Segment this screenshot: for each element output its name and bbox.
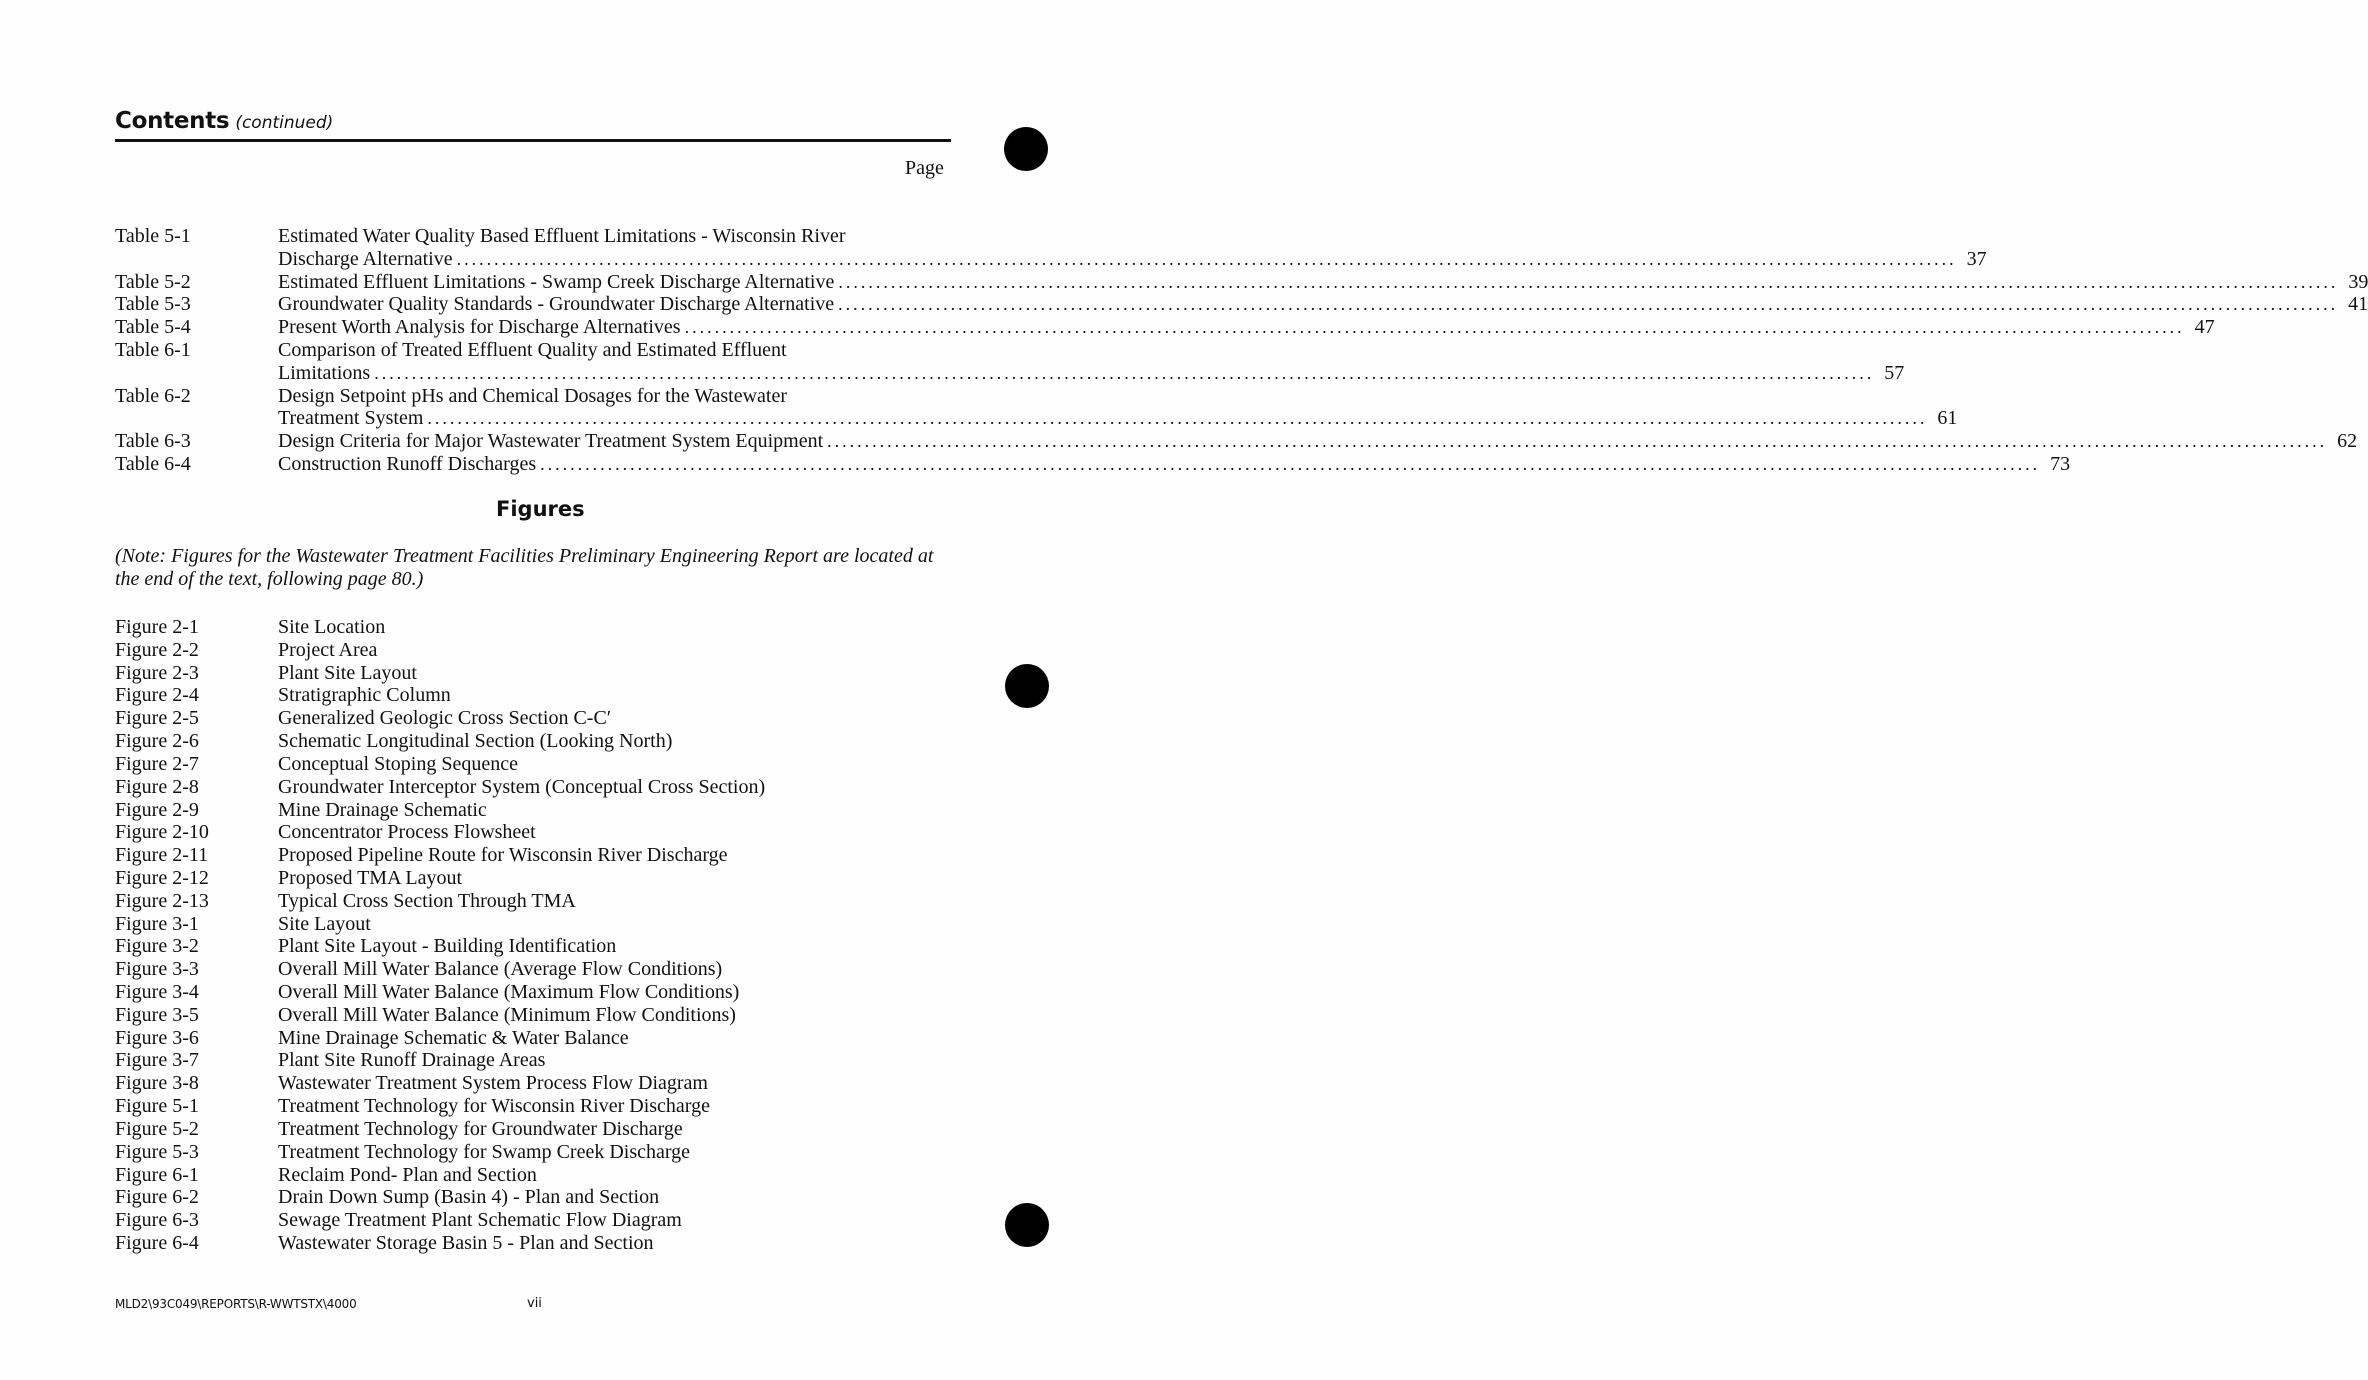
figure-number: Figure 5-2 [115, 1117, 199, 1140]
footer-file-path: MLD2\93C049\REPORTS\R-WWTSTX\4000 [115, 1297, 357, 1311]
figure-title: Plant Site Layout - Building Identification [278, 935, 617, 958]
table-number: Table 6-3 [115, 430, 191, 453]
table-title-line: Design Setpoint pHs and Chemical Dosages for the Wastewater [278, 384, 788, 407]
table-entry [115, 384, 1958, 431]
figure-title: Drain Down Sump (Basin 4) - Plan and Section [278, 1186, 660, 1209]
figure-number: Figure 2-11 [115, 844, 209, 867]
figure-number: Figure 2-6 [115, 730, 199, 753]
figure-entry [115, 730, 951, 753]
dot-leader: ........................................................................................................................................................................................................ [838, 294, 2339, 315]
figure-title: Sewage Treatment Plant Schematic Flow Diagram [278, 1209, 682, 1232]
figure-entry [115, 662, 951, 685]
table-title-line: Comparison of Treated Effluent Quality and Estimated Effluent [278, 338, 787, 361]
figure-title: Stratigraphic Column [278, 684, 451, 707]
figure-number: Figure 6-3 [115, 1209, 199, 1232]
figure-title: Treatment Technology for Groundwater Discharge [278, 1117, 683, 1140]
figure-number: Figure 2-13 [115, 889, 209, 912]
figure-entry [115, 1232, 951, 1255]
table-entry [115, 270, 2368, 294]
figure-entry [115, 616, 951, 639]
table-number: Table 6-1 [115, 338, 191, 361]
figure-number: Figure 2-8 [115, 775, 199, 798]
figure-number: Figure 3-7 [115, 1049, 199, 1072]
table-page-number: 47 [2194, 316, 2215, 339]
page-column-label: Page [905, 157, 944, 179]
figure-entry [115, 844, 951, 867]
contents-title: Contents [115, 108, 230, 134]
table-entry [115, 316, 2215, 339]
figure-number: Figure 3-3 [115, 958, 199, 981]
figure-number: Figure 2-4 [115, 684, 199, 707]
figure-title: Mine Drainage Schematic & Water Balance [278, 1026, 629, 1049]
table-number: Table 6-2 [115, 384, 191, 407]
figure-number: Figure 2-1 [115, 616, 199, 638]
figure-title: Site Layout [278, 912, 371, 935]
figure-entry [115, 1186, 951, 1209]
figure-entry [115, 753, 951, 776]
page-header [115, 108, 950, 134]
figures-heading: Figures [496, 497, 585, 521]
figure-number: Figure 5-1 [115, 1095, 199, 1118]
figure-entry [115, 1004, 951, 1027]
table-number: Table 5-4 [115, 316, 191, 339]
binder-hole [1005, 664, 1049, 708]
table-title-text: Limitations [278, 361, 371, 384]
figure-number: Figure 6-2 [115, 1186, 199, 1209]
header-rule [115, 139, 951, 142]
figure-number: Figure 3-2 [115, 935, 199, 958]
binder-hole [1005, 1203, 1049, 1247]
table-page-number: 41 [2348, 293, 2368, 316]
tables-list [115, 225, 2368, 476]
figure-title: Overall Mill Water Balance (Average Flow Conditions) [278, 958, 723, 981]
figure-number: Figure 6-1 [115, 1163, 199, 1186]
table-page-number: 73 [2050, 452, 2071, 475]
figure-number: Figure 2-10 [115, 821, 209, 844]
figure-entry [115, 981, 951, 1004]
table-title-text: Discharge Alternative [278, 247, 453, 270]
figure-entry [115, 776, 951, 799]
figure-entry [115, 935, 951, 958]
figure-title: Plant Site Layout [278, 661, 417, 684]
table-entry [115, 225, 1987, 271]
figure-entry [115, 639, 951, 662]
table-title-text: Construction Runoff Discharges [278, 452, 537, 475]
figure-number: Figure 3-1 [115, 912, 199, 935]
dot-leader: ........................................................................................................................................................................................................ [838, 271, 2339, 292]
figure-title: Plant Site Runoff Drainage Areas [278, 1049, 546, 1072]
figure-entry [115, 1209, 951, 1232]
dot-leader: ........................................................................................................................................................................................................ [374, 362, 1875, 383]
figure-number: Figure 2-3 [115, 661, 199, 684]
table-title-text: Estimated Effluent Limitations - Swamp Creek Discharge Alternative [278, 270, 835, 293]
figure-entry [115, 890, 951, 913]
table-page-number: 39 [2348, 270, 2368, 293]
table-title-line [278, 407, 1958, 430]
figure-entry [115, 684, 951, 707]
table-page-number: 57 [1884, 361, 1905, 384]
figure-entry [115, 1027, 951, 1050]
figure-entry [115, 1095, 951, 1118]
figure-number: Figure 3-6 [115, 1026, 199, 1049]
table-title-line [278, 270, 2368, 294]
table-title-text: Present Worth Analysis for Discharge Alternatives [278, 316, 681, 339]
figure-number: Figure 3-8 [115, 1072, 199, 1095]
table-title-line [278, 361, 1905, 385]
table-title-line [278, 247, 1987, 271]
figure-number: Figure 6-4 [115, 1231, 199, 1254]
table-title-text: Treatment System [278, 407, 424, 430]
figure-title: Generalized Geologic Cross Section C-C′ [278, 707, 612, 730]
table-page-number: 62 [2337, 430, 2358, 453]
figure-entry [115, 1072, 951, 1095]
table-title-line: Estimated Water Quality Based Effluent Limitations - Wisconsin River [278, 225, 846, 247]
figure-number: Figure 2-9 [115, 798, 199, 821]
figure-title: Treatment Technology for Wisconsin River Discharge [278, 1095, 710, 1118]
table-entry [115, 293, 2368, 316]
dot-leader: ........................................................................................................................................................................................................ [684, 317, 2185, 338]
figure-title: Wastewater Storage Basin 5 - Plan and Section [278, 1231, 654, 1254]
figure-entry [115, 1118, 951, 1141]
figure-entry [115, 913, 951, 936]
figure-entry [115, 1141, 951, 1164]
figure-entry [115, 1049, 951, 1072]
table-title-line [278, 316, 2215, 339]
figure-entry [115, 707, 951, 730]
table-page-number: 61 [1937, 407, 1958, 430]
binder-hole [1004, 127, 1048, 171]
figure-entry [115, 1164, 951, 1187]
table-title-text: Design Criteria for Major Wastewater Treatment System Equipment [278, 430, 824, 453]
figure-number: Figure 2-7 [115, 752, 199, 775]
figure-title: Concentrator Process Flowsheet [278, 821, 536, 844]
figure-entry [115, 821, 951, 844]
figure-title: Typical Cross Section Through TMA [278, 889, 576, 912]
table-title-line [278, 293, 2368, 316]
table-entry [115, 452, 2071, 476]
table-number: Table 5-2 [115, 270, 191, 293]
figure-entry [115, 799, 951, 822]
figure-title: Project Area [278, 638, 378, 661]
table-number: Table 5-3 [115, 293, 191, 316]
figure-title: Mine Drainage Schematic [278, 798, 487, 821]
figure-number: Figure 3-4 [115, 981, 199, 1003]
table-number: Table 6-4 [115, 452, 191, 475]
table-entry [115, 430, 2358, 453]
dot-leader: ........................................................................................................................................................................................................ [827, 431, 2328, 452]
table-page-number: 37 [1966, 247, 1987, 270]
figure-title: Conceptual Stoping Sequence [278, 752, 518, 775]
figures-note: (Note: Figures for the Wastewater Treatment Facilities Preliminary Engineering Report are located at the end of the text, following page 80.) [115, 545, 934, 590]
dot-leader: ........................................................................................................................................................................................................ [456, 248, 1957, 269]
figure-title: Proposed Pipeline Route for Wisconsin River Discharge [278, 844, 728, 867]
table-title-text: Groundwater Quality Standards - Groundwater Discharge Alternative [278, 293, 835, 316]
continued-label: (continued) [235, 113, 334, 133]
figure-number: Figure 2-5 [115, 707, 199, 730]
table-title-line [278, 452, 2071, 476]
figure-title: Site Location [278, 616, 386, 638]
figure-entry [115, 958, 951, 981]
figures-list [115, 616, 951, 1255]
figure-title: Groundwater Interceptor System (Conceptual Cross Section) [278, 775, 766, 798]
figure-title: Treatment Technology for Swamp Creek Discharge [278, 1140, 691, 1163]
dot-leader: ........................................................................................................................................................................................................ [427, 408, 1928, 429]
figure-number: Figure 2-12 [115, 866, 209, 889]
figure-title: Proposed TMA Layout [278, 866, 463, 889]
figure-title: Overall Mill Water Balance (Minimum Flow Conditions) [278, 1003, 736, 1026]
figure-number: Figure 2-2 [115, 638, 199, 661]
figure-entry [115, 867, 951, 890]
table-title-line [278, 430, 2358, 453]
figure-title: Schematic Longitudinal Section (Looking North) [278, 730, 673, 753]
footer-page-number: vii [527, 1296, 542, 1311]
table-number: Table 5-1 [115, 225, 191, 247]
figure-title: Reclaim Pond- Plan and Section [278, 1163, 537, 1186]
dot-leader: ........................................................................................................................................................................................................ [540, 453, 2041, 474]
figure-number: Figure 3-5 [115, 1003, 199, 1026]
figure-number: Figure 5-3 [115, 1140, 199, 1163]
figure-title: Wastewater Treatment System Process Flow Diagram [278, 1072, 708, 1095]
figure-title: Overall Mill Water Balance (Maximum Flow Conditions) [278, 981, 740, 1003]
table-entry [115, 338, 1905, 385]
